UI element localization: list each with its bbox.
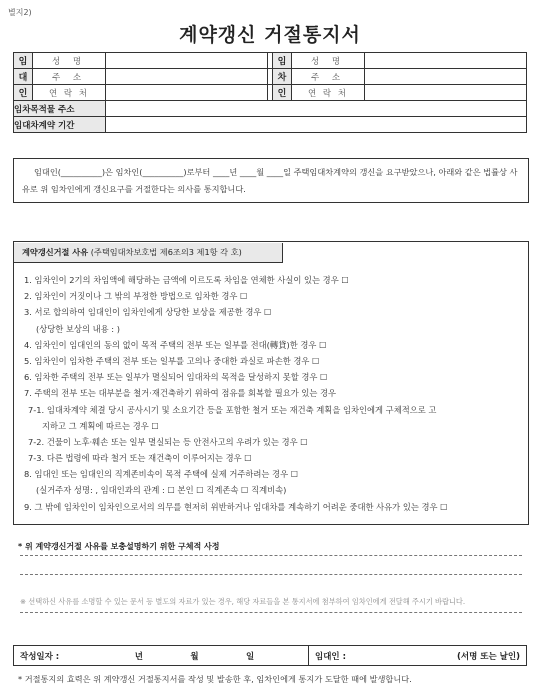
reason-4[interactable]: 4. 임차인이 임대인의 동의 없이 목적 주택의 전부 또는 일부를 전대(轉貸)한 경우 ☐: [24, 339, 327, 350]
tenant-label-2: 차: [273, 69, 292, 85]
tenant-label-3: 인: [273, 85, 292, 101]
date-field[interactable]: [86, 646, 309, 666]
date-label: 작성일자 :: [14, 646, 87, 666]
landlord-name-field[interactable]: [106, 53, 268, 69]
reason-6[interactable]: 6. 임차한 주택의 전부 또는 일부가 멸실되어 임대차의 목적을 달성하지 못할 경우 ☐: [24, 372, 328, 383]
landlord-label-3: 인: [14, 85, 33, 101]
reason-7-1-cont[interactable]: 지하고 그 계획에 따르는 경우 ☐: [42, 420, 159, 431]
signature-table: [13, 645, 527, 666]
tenant-address-label: 주 소: [292, 69, 365, 85]
supplement-line-3: [20, 612, 522, 613]
supplement-line-2[interactable]: [20, 574, 522, 575]
reason-2[interactable]: 2. 임차인이 거짓이나 그 밖의 부정한 방법으로 임차한 경우 ☐: [24, 291, 248, 302]
form-number: 별지2): [8, 8, 32, 17]
lease-period-label: 임대차계약 기간: [14, 117, 106, 133]
reason-1[interactable]: 1. 임차인이 2기의 차임액에 해당하는 금액에 이르도록 차임을 연체한 사실이 있는 경우 ☐: [24, 275, 349, 285]
reason-3-compensation[interactable]: (상당한 보상의 내용 : ): [36, 323, 120, 334]
reason-7-2[interactable]: 7-2. 건물이 노후·훼손 또는 일부 멸실되는 등 안전사고의 우려가 있는 경우 ☐: [28, 436, 308, 447]
reason-7-1: 7-1. 임대차계약 체결 당시 공사시기 및 소요기간 등을 포함한 철거 또는 재건축 계획을 임차인에게 구체적으로 고: [28, 404, 437, 415]
property-address-field[interactable]: [106, 101, 527, 117]
landlord-label-1: 임: [14, 53, 33, 69]
tenant-name-label: 성 명: [292, 53, 365, 69]
reason-8-resident[interactable]: (실거주자 성명: , 임대인과의 관계 : ☐ 본인 ☐ 직계존속 ☐ 직계비속): [36, 485, 287, 496]
reason-3[interactable]: 3. 서로 합의하여 임대인이 임차인에게 상당한 보상을 제공한 경우 ☐: [24, 307, 272, 318]
supplement-title: * 위 계약갱신거절 사유를 보충설명하기 위한 구체적 사정: [18, 542, 220, 551]
year-label: 년: [134, 651, 143, 662]
supplement-line-1[interactable]: [20, 555, 522, 556]
lease-period-field[interactable]: [106, 117, 527, 133]
page-title: 계약갱신 거절통지서: [179, 24, 361, 46]
reason-9[interactable]: 9. 그 밖에 임차인이 임차인으로서의 의무를 현저히 위반하거나 임대차를 계속하기 어려운 중대한 사유가 있는 경우 ☐: [24, 501, 448, 512]
reasons-title: 계약갱신거절 사유: [22, 247, 89, 257]
landlord-address-label: 주 소: [33, 69, 106, 85]
landlord-label-2: 대: [14, 69, 33, 85]
reasons-law-ref: (주택임대차보호법 제6조의3 제1항 각 호): [90, 247, 242, 257]
intro-text: 임대인(__________)은 임차인(__________)로부터 ____년 ____월 ____일 주택임대차계약의 갱신을 요구받았으나, 아래와 같은 법률상 사유로 위 임차인에게 갱신요구를 거절한다는 의사를 통지합니다.: [22, 167, 518, 194]
reason-7-3[interactable]: 7-3. 다른 법령에 따라 철거 또는 재건축이 이루어지는 경우 ☐: [28, 453, 252, 464]
reason-7: 7. 주택의 전부 또는 대부분을 철거·재건축하기 위하여 점유를 회복할 필요가 있는 경우: [24, 388, 337, 399]
landlord-sign-label: 임대인 :: [309, 646, 372, 666]
supplement-note: ※ 선택하신 사유를 소명할 수 있는 문서 등 별도의 자료가 있는 경우, 해당 자료들을 본 통지서에 첨부하여 임차인에게 전달해 주시기 바랍니다.: [20, 597, 466, 606]
reasons-list: [24, 272, 524, 515]
tenant-name-field[interactable]: [365, 53, 527, 69]
landlord-contact-label: 연 락 처: [33, 85, 106, 101]
tenant-address-field[interactable]: [365, 69, 527, 85]
party-table: [13, 52, 527, 133]
refusal-reasons-box: [13, 241, 529, 525]
property-address-label: 임차목적물 주소: [14, 101, 106, 117]
intro-statement: [13, 158, 529, 203]
landlord-contact-field[interactable]: [106, 85, 268, 101]
month-label: 월: [190, 651, 199, 662]
landlord-address-field[interactable]: [106, 69, 268, 85]
landlord-name-label: 성 명: [33, 53, 106, 69]
reason-8[interactable]: 8. 임대인 또는 임대인의 직계존비속이 목적 주택에 실제 거주하려는 경우 ☐: [24, 469, 299, 480]
day-label: 일: [245, 651, 255, 662]
sign-instruction: (서명 또는 날인): [457, 651, 520, 662]
footer-note: * 거절통지의 효력은 위 계약갱신 거절통지서를 작성 및 발송한 후, 임차인에게 통지가 도달한 때에 발생합니다.: [18, 674, 412, 684]
reasons-header: [14, 243, 283, 263]
landlord-sign-field[interactable]: [371, 646, 527, 666]
tenant-contact-label: 연 락 처: [292, 85, 365, 101]
tenant-contact-field[interactable]: [365, 85, 527, 101]
tenant-label-1: 임: [273, 53, 292, 69]
reason-5[interactable]: 5. 임차인이 임차한 주택의 전부 또는 일부를 고의나 중대한 과실로 파손한 경우 ☐: [24, 355, 320, 366]
